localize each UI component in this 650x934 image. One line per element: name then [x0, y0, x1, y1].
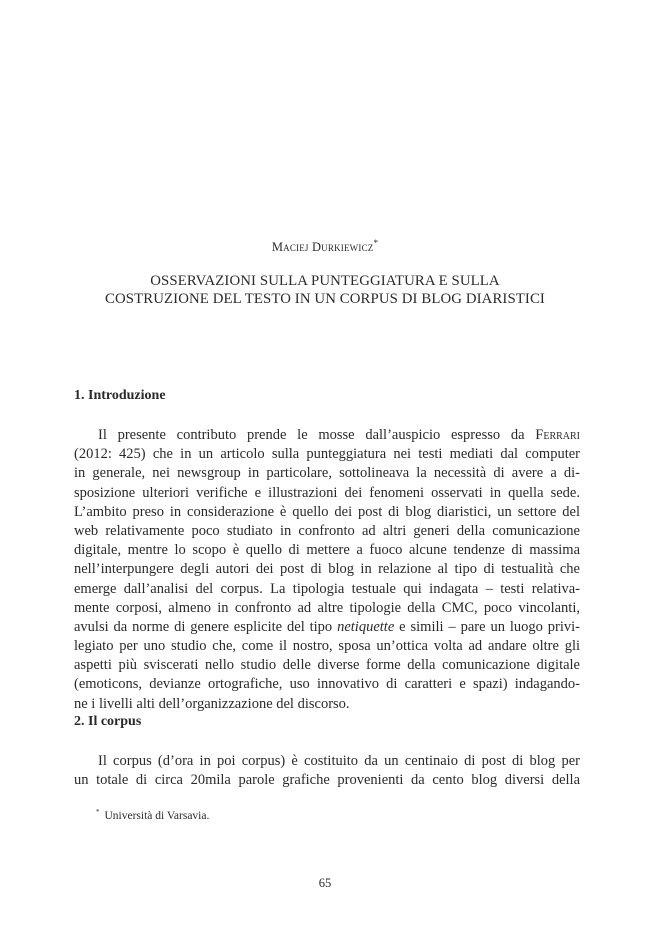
text-line: [74, 618, 580, 637]
footnote-text: Università di Varsavia.: [104, 809, 210, 822]
text-line: legiato per uno studio che, come il nostro, sposa un’ottica volta ad andare oltre gli: [74, 638, 580, 655]
author-footnote-mark: *: [373, 238, 379, 248]
text-line: web relativamente poco studiato in confronto ad altri generi della comunicazione: [74, 522, 580, 539]
section-heading-introduzione: 1. Introduzione: [74, 388, 166, 403]
text-line: L’ambito preso in considerazione è quello dei post di blog diaristici, un settore del: [74, 503, 580, 520]
section-heading-corpus: 2. Il corpus: [74, 714, 142, 729]
text-line: aspetti più sviscerati nello studio delle diverse forme della comunicazione digitale: [74, 657, 580, 674]
title-line: OSSERVAZIONI SULLA PUNTEGGIATURA E SULLA: [150, 273, 500, 289]
paragraph-introduzione: [74, 426, 580, 714]
text-line: emerge dall’analisi del corpus. La tipologia testuale qui indagata – testi relativa-: [74, 580, 580, 597]
text-line: in generale, nei newsgroup in particolare, sottolineava la necessità di avere a di-: [74, 465, 580, 482]
text-line: [74, 426, 580, 445]
line-text: e simili – pare un luogo privi-: [394, 618, 580, 635]
text-line: nell’interpungere degli autori dei post di blog in relazione al tipo di testualità che: [74, 561, 580, 578]
text-line: digitale, mentre lo scopo è quello di mettere a fuoco alcune tendenze di massima: [74, 542, 580, 559]
emphasis-term: netiquette: [337, 618, 395, 635]
line-text: avulsi da norme di genere esplicite del tipo: [74, 618, 338, 635]
title-line: COSTRUZIONE DEL TESTO IN UN CORPUS DI BLOG DIARISTICI: [105, 291, 545, 307]
text-line: un totale di circa 20mila parole grafiche provenienti da cento blog diversi della: [74, 772, 580, 789]
footnote-mark: *: [96, 808, 100, 816]
text-line: mente corposi, almeno in confronto ad altre tipologie della CMC, poco vincolanti,: [74, 599, 580, 616]
text-line: sposizione ulteriori verifiche e illustrazioni dei fenomeni osservati in quella sede.: [74, 484, 580, 501]
text-line: Il corpus (d’ora in poi corpus) è costituito da un centinaio di post di blog per: [98, 753, 580, 769]
author-name: [0, 238, 650, 255]
text-line: ne i livelli alti dell’organizzazione del discorso.: [74, 695, 350, 712]
footnote: [96, 808, 209, 822]
text-line: (emoticons, devianze ortografiche, uso innovativo di caratteri e spazi) indagando-: [74, 676, 580, 693]
citation-name: Ferrari: [535, 427, 580, 443]
paragraph-corpus: [74, 752, 580, 790]
author-name-text: Maciej Durkiewicz: [271, 240, 374, 255]
page-number: 65: [318, 876, 332, 890]
paper-title: [0, 272, 650, 308]
text-line: (2012: 425) che in un articolo sulla punteggiatura nei testi mediati dal computer: [74, 446, 580, 463]
line-text: Il presente contributo prende le mosse dall’auspicio espresso da: [98, 427, 536, 443]
